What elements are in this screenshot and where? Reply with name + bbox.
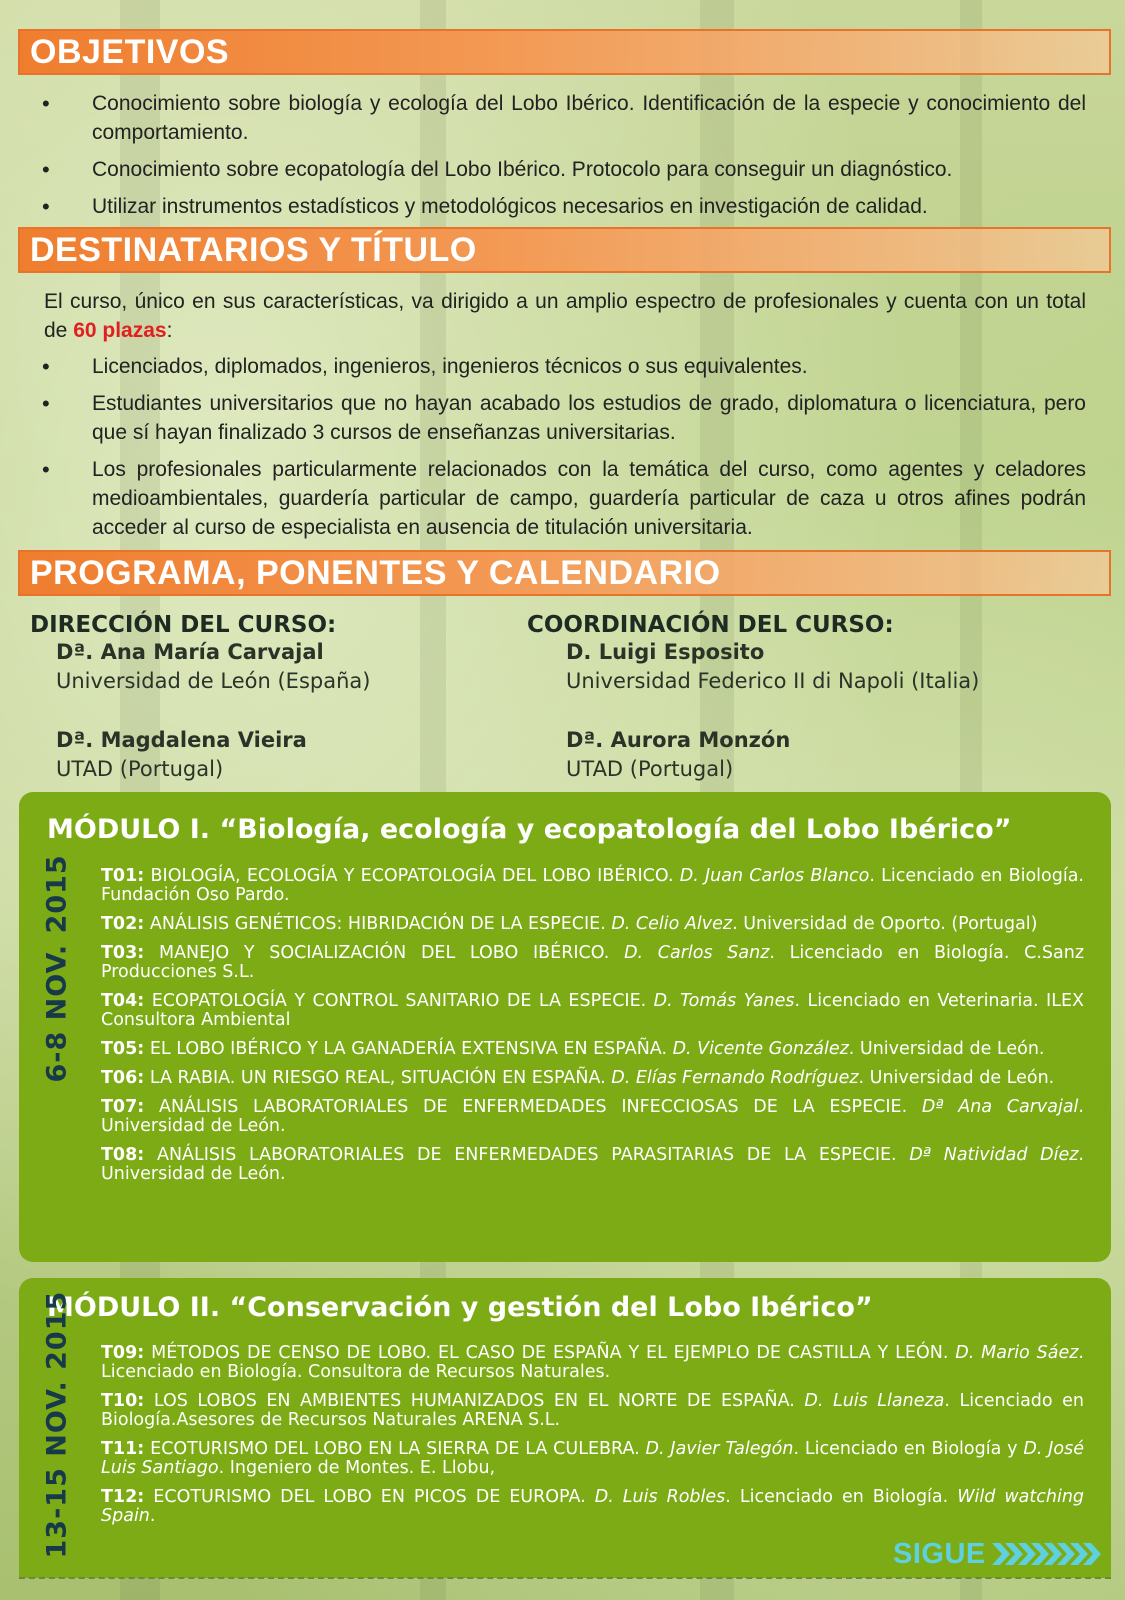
topic-affiliation: . Licenciado en Biología. C.Sanz Producciones S.L.: [101, 943, 1085, 982]
coordinacion-title: COORDINACIÓN DEL CURSO:: [527, 612, 894, 638]
bottom-dashed-divider: [19, 1577, 1111, 1579]
topic-title: EL LOBO IBÉRICO Y LA GANADERÍA EXTENSIVA EN ESPAÑA.: [144, 1039, 673, 1059]
coordinator-person: [566, 638, 979, 696]
topic-code: T09:: [101, 1343, 145, 1363]
topic-speaker-2: Wild watching Spain: [101, 1487, 1085, 1526]
destinatarios-intro: [44, 287, 1086, 345]
topic-item: [101, 1098, 1084, 1136]
topic-speaker: D. Juan Carlos Blanco: [679, 866, 870, 886]
list-item: • Utilizar instrumentos estadísticos y metodológicos necesarios en investigación de calidad.: [40, 192, 1086, 221]
topic-item: [101, 944, 1084, 982]
person-name: Dª. Aurora Monzón: [566, 728, 791, 752]
modulo-1-panel: [19, 792, 1111, 1262]
topic-item: [101, 1040, 1084, 1059]
director-person: [56, 726, 307, 784]
list-item: • Conocimiento sobre biología y ecología del Lobo Ibérico. Identificación de la especie y conocimiento del comportamiento.: [40, 89, 1086, 147]
objetivos-list: [40, 89, 1086, 229]
sigue-label: SIGUE: [893, 1537, 986, 1570]
objetivos-heading: OBJETIVOS: [18, 29, 1111, 75]
modulo-2-panel: [19, 1278, 1111, 1578]
topic-speaker: D. Celio Alvez: [611, 914, 733, 934]
intro-text-end: :: [166, 319, 173, 342]
topic-speaker: D. Tomás Yanes: [653, 991, 795, 1011]
modulo-1-topics: [101, 867, 1084, 1194]
topic-item: [101, 1440, 1084, 1478]
topic-code: T05:: [101, 1039, 145, 1059]
topic-item: [101, 1344, 1084, 1382]
topic-code: T10:: [101, 1391, 145, 1411]
list-item: • Licenciados, diplomados, ingenieros, ingenieros técnicos o sus equivalentes.: [40, 352, 1086, 381]
topic-affiliation: . Universidad de León.: [858, 1068, 1055, 1088]
list-item: • Conocimiento sobre ecopatología del Lobo Ibérico. Protocolo para conseguir un diagnóstico.: [40, 155, 1086, 184]
director-person: [56, 638, 370, 696]
person-affiliation: UTAD (Portugal): [566, 757, 734, 781]
modulo-1-date: 6-8 NOV. 2015: [41, 854, 73, 1083]
direccion-title: DIRECCIÓN DEL CURSO:: [30, 612, 337, 638]
intro-text: El curso, único en sus características, va dirigido a un amplio espectro de profesionales y cuenta con un total de: [44, 290, 1086, 342]
topic-code: T02:: [101, 914, 145, 934]
plazas-highlight: 60 plazas: [73, 319, 167, 342]
destinatarios-list: [40, 352, 1086, 550]
topic-affiliation: . Licenciado en Biología.Asesores de Recursos Naturales ARENA S.L.: [101, 1391, 1084, 1430]
topic-title: LA RABIA. UN RIESGO REAL, SITUACIÓN EN ESPAÑA.: [144, 1068, 612, 1088]
modulo-2-date: 13-15 NOV. 2015: [41, 1290, 73, 1559]
topic-affiliation-2: . Ingeniero de Montes. E. Llobu,: [218, 1458, 496, 1478]
topic-item: [101, 915, 1084, 934]
person-affiliation: UTAD (Portugal): [56, 757, 224, 781]
topic-speaker: Dª Natividad Díez: [909, 1145, 1079, 1165]
topic-item: [101, 1392, 1084, 1430]
person-affiliation: Universidad Federico II di Napoli (Italia): [566, 669, 980, 693]
programa-heading: PROGRAMA, PONENTES Y CALENDARIO: [18, 550, 1111, 596]
list-item: • Los profesionales particularmente relacionados con la temática del curso, como agentes y celadores medioambientales, guardería particular de campo, guardería particular de caza u otros afines podrán acceder al curso de especialista en ausencia de titulación universitaria.: [40, 455, 1086, 542]
topic-code: T07:: [101, 1097, 145, 1117]
person-name: D. Luigi Esposito: [566, 640, 765, 664]
topic-title: ANÁLISIS GENÉTICOS: HIBRIDACIÓN DE LA ESPECIE.: [144, 914, 612, 934]
topic-affiliation: . Licenciado en Veterinaria. ILEX Consultora Ambiental: [101, 991, 1084, 1030]
person-name: Dª. Magdalena Vieira: [56, 728, 307, 752]
topic-title: MÉTODOS DE CENSO DE LOBO. EL CASO DE ESPAÑA Y EL EJEMPLO DE CASTILLA Y LEÓN.: [144, 1343, 956, 1363]
person-name: Dª. Ana María Carvajal: [56, 640, 324, 664]
topic-code: T12:: [101, 1487, 145, 1507]
topic-title: LOS LOBOS EN AMBIENTES HUMANIZADOS EN EL NORTE DE ESPAÑA.: [144, 1391, 805, 1411]
topic-title: ANÁLISIS LABORATORIALES DE ENFERMEDADES INFECCIOSAS DE LA ESPECIE.: [144, 1097, 922, 1117]
topic-speaker: D. Vicente González: [672, 1039, 849, 1059]
topic-affiliation: . Universidad de León.: [101, 1097, 1084, 1136]
topic-affiliation: . Universidad de Oporto. (Portugal): [732, 914, 1038, 934]
topic-affiliation: . Licenciado en Biología.: [725, 1487, 958, 1507]
topic-code: T11:: [101, 1439, 145, 1459]
topic-affiliation-2: .: [149, 1506, 156, 1526]
person-affiliation: Universidad de León (España): [56, 669, 371, 693]
topic-speaker: D. Luis Robles: [594, 1487, 726, 1507]
destinatarios-heading: DESTINATARIOS Y TÍTULO: [18, 227, 1111, 273]
double-chevron-right-icon: [992, 1541, 1102, 1567]
topic-title: MANEJO Y SOCIALIZACIÓN DEL LOBO IBÉRICO.: [144, 943, 625, 963]
topic-affiliation: . Universidad de León.: [101, 1145, 1084, 1184]
coordinator-person: [566, 726, 790, 784]
modulo-2-topics: [101, 1344, 1084, 1536]
topic-code: T03:: [101, 943, 145, 963]
topic-item: [101, 867, 1084, 905]
topic-title: ECOTURISMO DEL LOBO EN LA SIERRA DE LA CULEBRA.: [144, 1439, 646, 1459]
topic-code: T04:: [101, 991, 145, 1011]
topic-speaker: D. Carlos Sanz: [624, 943, 770, 963]
topic-code: T08:: [101, 1145, 145, 1165]
topic-speaker-2: D. José Luis Santiago: [101, 1439, 1084, 1478]
topic-title: ECOPATOLOGÍA Y CONTROL SANITARIO DE LA ESPECIE.: [144, 991, 654, 1011]
modulo-1-title: MÓDULO I. “Biología, ecología y ecopatología del Lobo Ibérico”: [47, 814, 1012, 845]
topic-speaker: D. Elías Fernando Rodríguez: [611, 1068, 859, 1088]
topic-title: ANÁLISIS LABORATORIALES DE ENFERMEDADES PARASITARIAS DE LA ESPECIE.: [144, 1145, 910, 1165]
topic-affiliation: . Licenciado en Biología y: [793, 1439, 1024, 1459]
list-item: • Estudiantes universitarios que no hayan acabado los estudios de grado, diplomatura o licenciatura, pero que sí hayan finalizado 3 cursos de enseñanzas universitarias.: [40, 389, 1086, 447]
topic-affiliation: . Licenciado en Biología. Fundación Oso Pardo.: [101, 866, 1084, 905]
topic-item: [101, 1069, 1084, 1088]
topic-speaker: D. Mario Sáez: [955, 1343, 1079, 1363]
modulo-2-title: MÓDULO II. “Conservación y gestión del Lobo Ibérico”: [47, 1292, 873, 1323]
topic-speaker: D. Javier Talegón: [645, 1439, 794, 1459]
topic-item: [101, 992, 1084, 1030]
topic-speaker: D. Luis Llaneza: [804, 1391, 945, 1411]
sigue-link[interactable]: [893, 1537, 1102, 1571]
topic-affiliation: . Licenciado en Biología. Consultora de Recursos Naturales.: [101, 1343, 1084, 1382]
topic-title: BIOLOGÍA, ECOLOGÍA Y ECOPATOLOGÍA DEL LOBO IBÉRICO.: [144, 866, 680, 886]
topic-item: [101, 1488, 1084, 1526]
topic-item: [101, 1146, 1084, 1184]
topic-code: T01:: [101, 866, 145, 886]
topic-code: T06:: [101, 1068, 145, 1088]
topic-speaker: Dª Ana Carvajal: [921, 1097, 1079, 1117]
topic-title: ECOTURISMO DEL LOBO EN PICOS DE EUROPA.: [144, 1487, 595, 1507]
topic-affiliation: . Universidad de León.: [848, 1039, 1045, 1059]
